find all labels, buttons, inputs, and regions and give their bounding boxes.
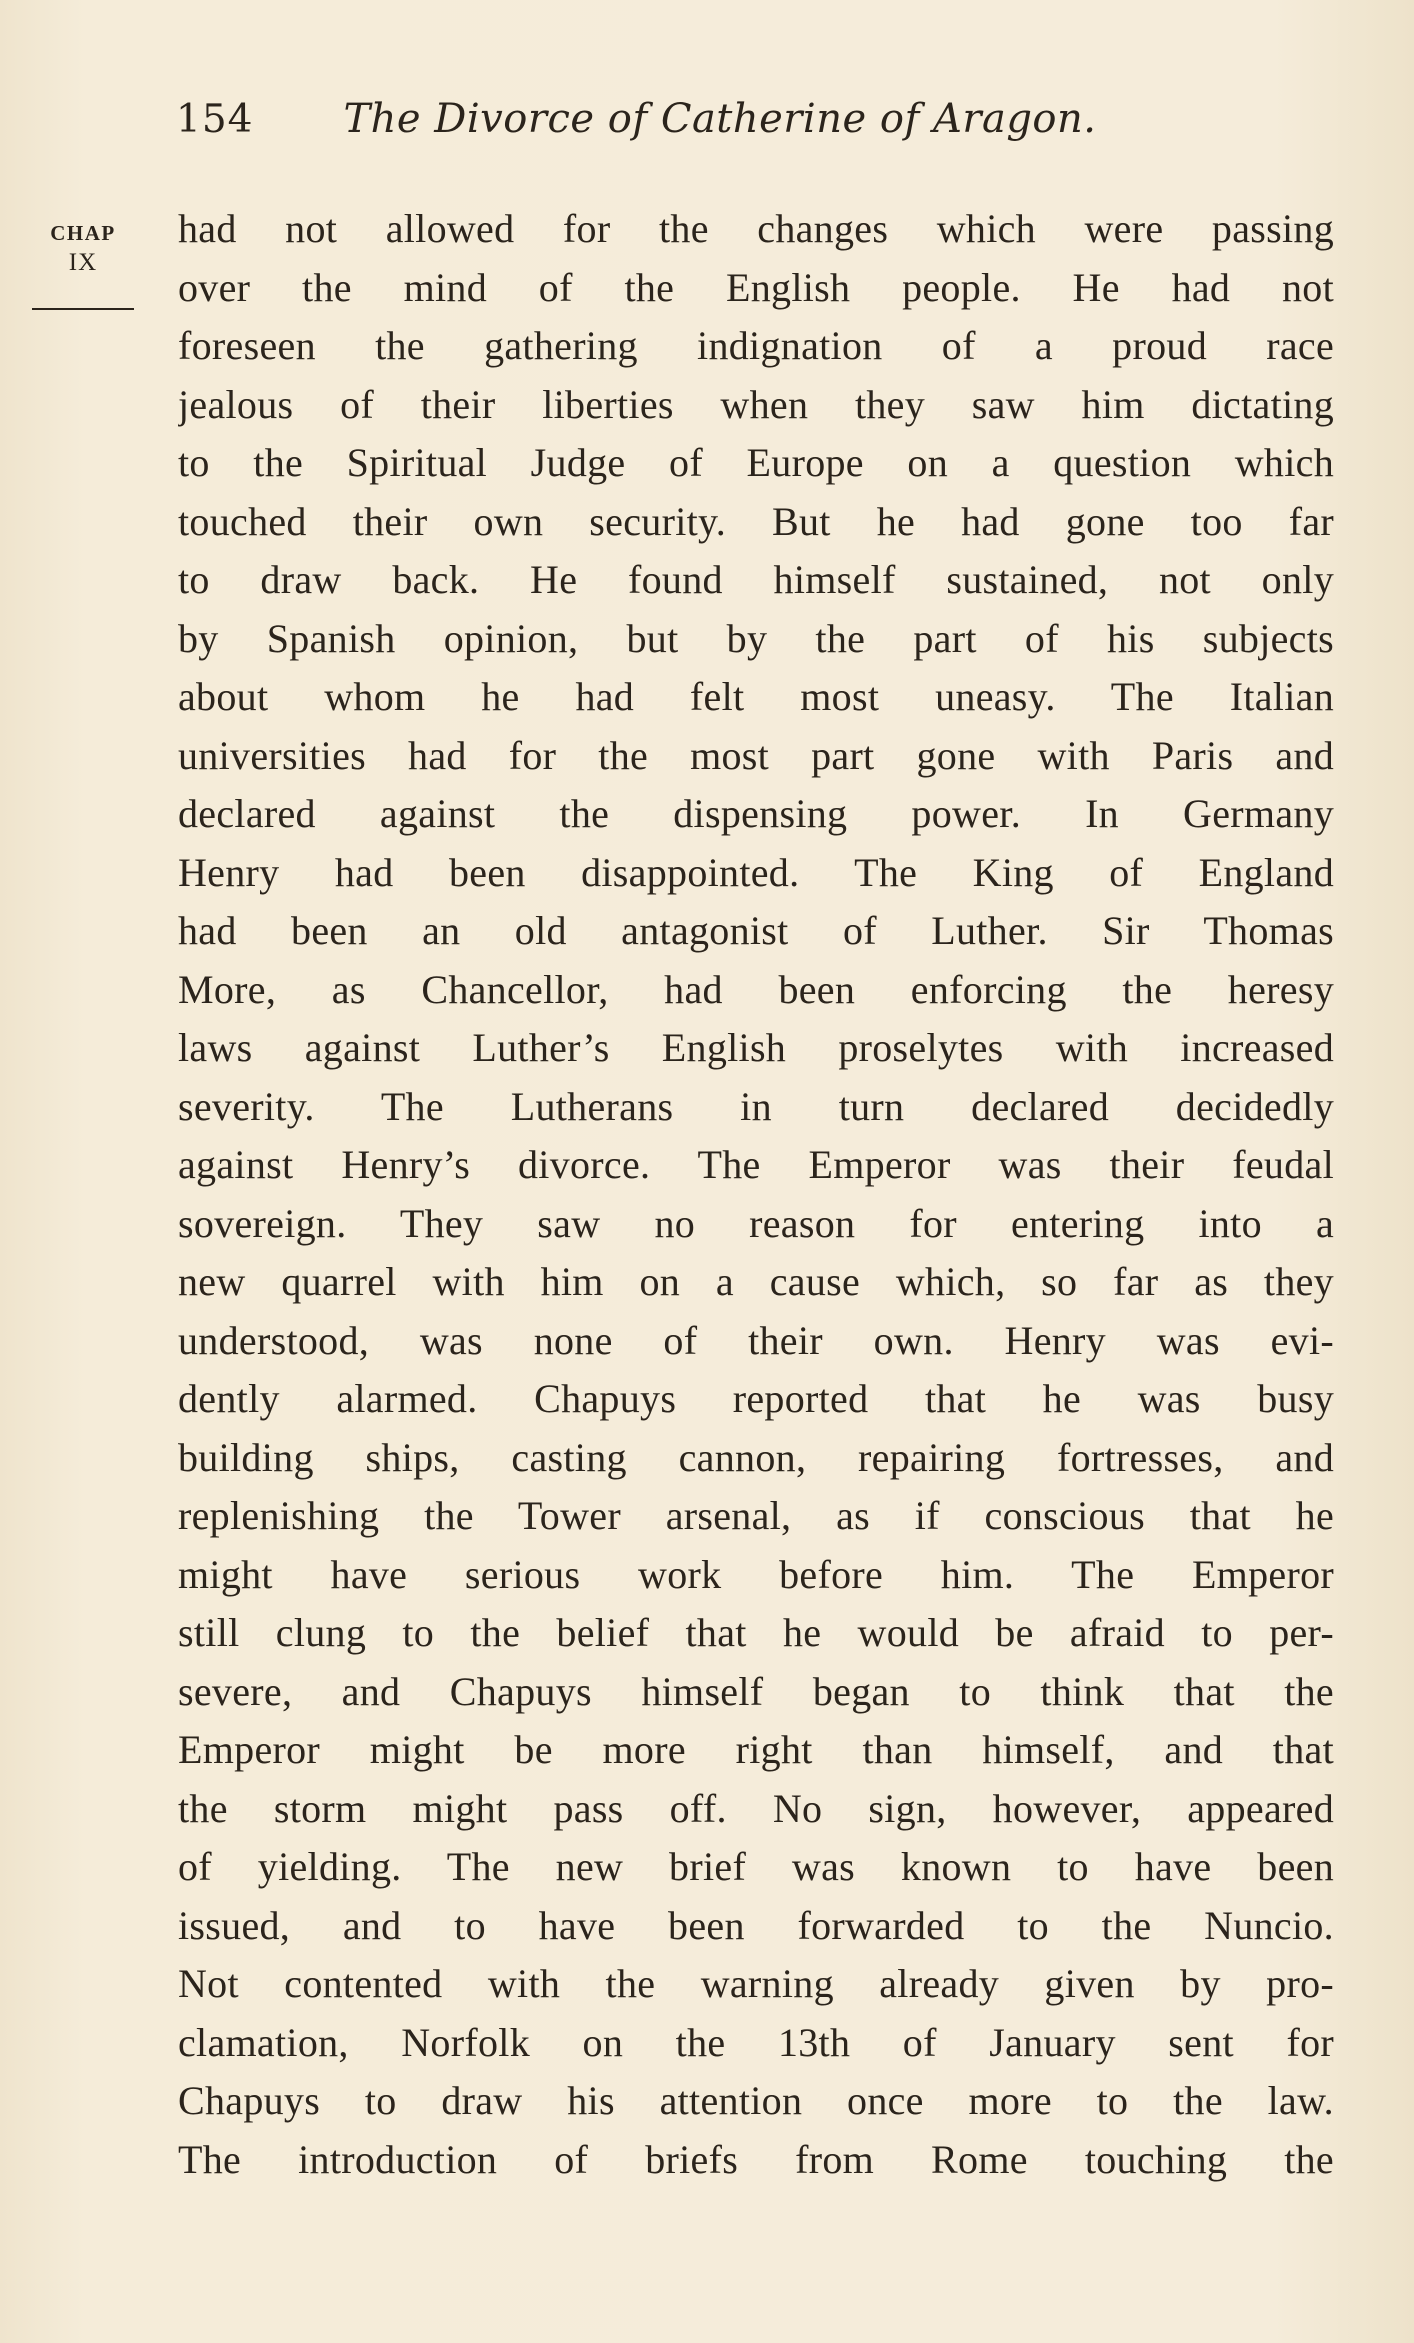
text-line: the storm might pass off. No sign, however, appeared <box>178 1785 1334 1831</box>
text-line: severity. The Lutherans in turn declared decidedly <box>178 1083 1334 1129</box>
text-line: to draw back. He found himself sustained, not only <box>178 557 1334 602</box>
body-text <box>178 200 1334 2189</box>
text-line: still clung to the belief that he would be afraid to per- <box>178 1610 1334 1655</box>
text-line: of yielding. The new brief was known to have been <box>178 1844 1334 1889</box>
text-line: had been an old antagonist of Luther. Sir Thomas <box>178 908 1334 953</box>
text-line: understood, was none of their own. Henry was evi- <box>178 1317 1334 1363</box>
text-line: about whom he had felt most uneasy. The Italian <box>178 674 1334 719</box>
text-line: new quarrel with him on a cause which, so far as they <box>178 1259 1334 1304</box>
text-line: against Henry’s divorce. The Emperor was their feudal <box>178 1142 1334 1187</box>
text-line: Not contented with the warning already given by pro- <box>178 1961 1334 2006</box>
text-line: replenishing the Tower arsenal, as if conscious that he <box>178 1493 1334 1538</box>
text-line: by Spanish opinion, but by the part of his subjects <box>178 615 1334 661</box>
text-line: The introduction of briefs from Rome touching the <box>178 2136 1334 2182</box>
text-line: sovereign. They saw no reason for entering into a <box>178 1200 1334 1246</box>
chapter-margin-note <box>32 218 134 278</box>
text-line: jealous of their liberties when they saw him dictating <box>178 381 1334 427</box>
text-line: to the Spiritual Judge of Europe on a question which <box>178 440 1334 485</box>
text-line: over the mind of the English people. He had not <box>178 264 1334 310</box>
text-line: building ships, casting cannon, repairing fortresses, and <box>178 1434 1334 1480</box>
text-line: foreseen the gathering indignation of a proud race <box>178 323 1334 368</box>
text-line: Chapuys to draw his attention once more to the law. <box>178 2078 1334 2123</box>
text-line: Henry had been disappointed. The King of England <box>178 849 1334 895</box>
text-line: had not allowed for the changes which were passing <box>178 206 1334 251</box>
running-title: The Divorce of Catherine of Aragon. <box>343 96 1097 142</box>
margin-chap-label: CHAP <box>50 221 116 245</box>
text-line: declared against the dispensing power. In Germany <box>178 791 1334 836</box>
text-line: Emperor might be more right than himself, and that <box>178 1727 1334 1772</box>
margin-chapter-number: IX <box>68 249 98 276</box>
text-line: touched their own security. But he had gone too far <box>178 498 1334 544</box>
text-line: laws against Luther’s English proselytes with increased <box>178 1025 1334 1070</box>
page-number: 154 <box>176 97 254 142</box>
text-line: clamation, Norfolk on the 13th of January sent for <box>178 2019 1334 2065</box>
text-line: severe, and Chapuys himself began to think that the <box>178 1668 1334 1714</box>
text-line: More, as Chancellor, had been enforcing the heresy <box>178 966 1334 1012</box>
running-head <box>176 96 1336 166</box>
text-line: dently alarmed. Chapuys reported that he was busy <box>178 1376 1334 1421</box>
text-line: issued, and to have been forwarded to the Nuncio. <box>178 1902 1334 1948</box>
margin-rule <box>32 308 134 310</box>
text-line: might have serious work before him. The Emperor <box>178 1551 1334 1597</box>
text-line: universities had for the most part gone with Paris and <box>178 732 1334 778</box>
